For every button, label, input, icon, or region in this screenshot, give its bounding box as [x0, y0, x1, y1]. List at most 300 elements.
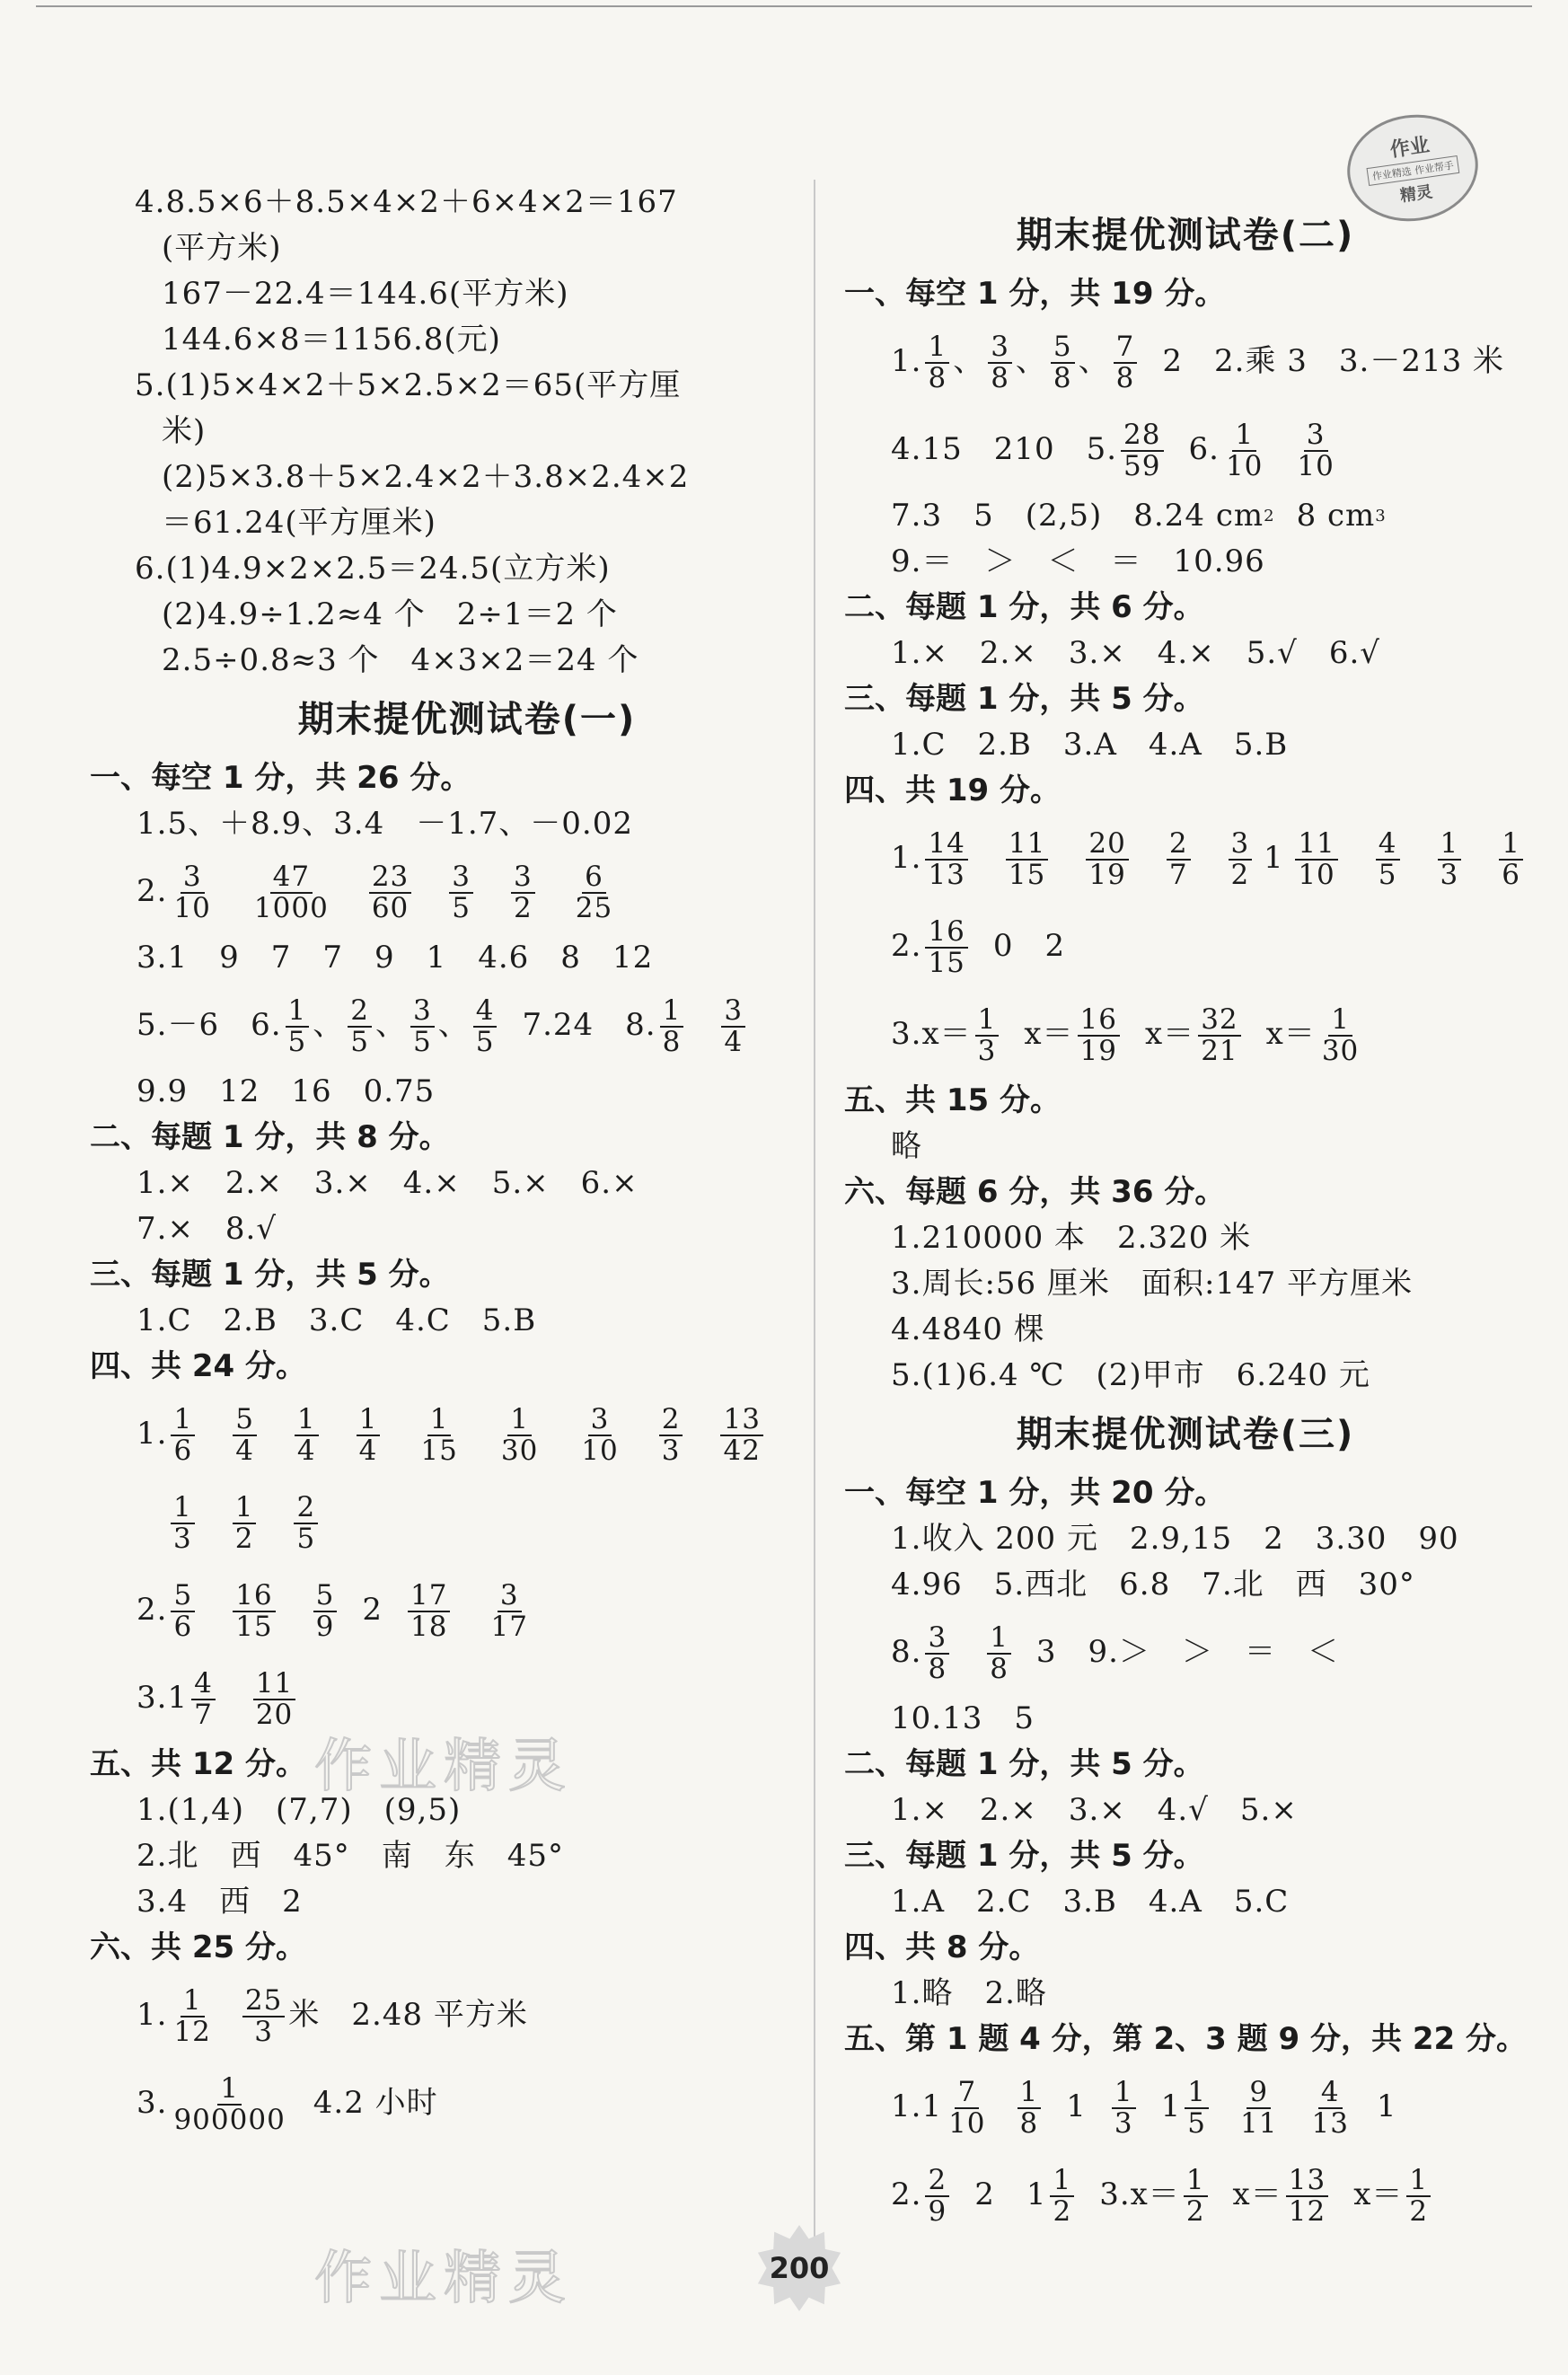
fraction — [1308, 2078, 1351, 2138]
numerator: 4 — [473, 996, 498, 1028]
fraction — [946, 2078, 988, 2138]
denominator: 3 — [254, 2016, 273, 2048]
numerator: 1 — [987, 1623, 1011, 1655]
answer-line: 7.3 5 (2,5) 8.24 cm 2 8 cm 3 — [844, 493, 1527, 539]
fraction — [1319, 1005, 1361, 1065]
numerator: 1 — [1499, 829, 1523, 861]
numerator: 1 — [1017, 2078, 1042, 2109]
denominator: 4 — [235, 1435, 254, 1467]
denominator: 8 — [928, 362, 947, 394]
fraction — [925, 829, 967, 889]
numerator: 13 — [720, 1405, 762, 1436]
denominator: 5 — [452, 892, 471, 924]
numerator: 2 — [659, 1405, 683, 1436]
answer-text: 2 2.乘 3 3.－213 米 — [1162, 343, 1505, 379]
fraction — [573, 862, 615, 923]
answer-line: 1.收入 200 元 2.9,15 2 3.30 90 — [891, 1521, 1459, 1557]
numerator: 11 — [1295, 829, 1337, 861]
numerator: 1 — [1438, 829, 1462, 861]
stamp-middle: 作业精选 作业帮手 — [1367, 155, 1459, 186]
fraction-line — [90, 1971, 799, 2059]
denominator: 5 — [1187, 2107, 1207, 2140]
numerator: 1 — [295, 1405, 319, 1436]
denominator: 10 — [581, 1435, 619, 1467]
denominator: 7 — [1168, 859, 1188, 891]
numerator: 3 — [498, 1581, 522, 1612]
denominator: 2 — [514, 892, 533, 924]
answer-line: (平方米) — [162, 230, 282, 266]
fraction-holder — [239, 1971, 288, 2059]
answer-line: 3.1 9 7 7 9 1 4.6 8 12 — [137, 940, 654, 976]
fraction — [295, 1405, 319, 1465]
denominator: 5 — [296, 1523, 316, 1555]
fraction-line — [844, 902, 1527, 990]
fraction-holder — [1220, 405, 1269, 493]
fraction — [1499, 829, 1523, 889]
right-column — [844, 199, 1527, 2238]
denominator: 3 — [661, 1435, 681, 1467]
numerator: 1 — [233, 1493, 257, 1524]
fraction — [233, 1493, 257, 1553]
numerator: 3 — [721, 996, 745, 1028]
answer-line: 1.A 2.C 3.B 4.A 5.C — [891, 1884, 1290, 1920]
denominator: 2 — [1409, 2195, 1429, 2228]
fraction — [488, 1581, 530, 1641]
item-number: 3.1 — [137, 1680, 189, 1716]
fraction — [357, 1405, 381, 1465]
fraction-line — [844, 405, 1527, 493]
section-heading: 一、每空 1 分，共 20 分。 — [844, 1475, 1226, 1511]
numerator: 1 — [171, 1493, 195, 1524]
fraction — [473, 996, 498, 1056]
denominator: 6 — [173, 1435, 193, 1467]
numerator: 20 — [1086, 829, 1128, 861]
numerator: 1 — [1406, 2166, 1431, 2197]
fraction — [369, 862, 411, 923]
numerator: 16 — [925, 917, 967, 949]
fraction-line — [90, 1654, 799, 1742]
denominator: 17 — [490, 1611, 528, 1643]
fraction — [511, 862, 535, 923]
fraction-group — [167, 1390, 766, 1478]
fraction-line — [844, 2150, 1527, 2238]
denominator: 60 — [371, 892, 410, 924]
item-number: 1. — [137, 1416, 168, 1452]
denominator: 3 — [1440, 859, 1459, 891]
numerator: 4 — [1376, 829, 1400, 861]
denominator: 13 — [928, 859, 965, 891]
numerator: 1 — [171, 1405, 195, 1436]
fraction — [721, 996, 745, 1056]
answer-line: 1.× 2.× 3.× 4.× 5.× 6.× — [137, 1165, 639, 1201]
numerator: 1 — [1185, 2078, 1209, 2109]
item-number: 2. — [891, 928, 922, 964]
numerator: 32 — [1198, 1005, 1240, 1037]
answer-text: 米 2.48 平方米 — [288, 1997, 528, 2033]
fraction-holder — [1181, 2062, 1212, 2150]
answer-text: 4.15 210 5. — [891, 431, 1118, 467]
fraction-holder — [921, 2150, 953, 2238]
answer-line: 1.(1,4) (7,7) (9,5) — [137, 1792, 462, 1828]
fraction — [1223, 420, 1265, 481]
numerator: 6 — [582, 862, 606, 894]
denominator: 11 — [1240, 2107, 1278, 2140]
section-heading: 四、共 19 分。 — [844, 773, 1061, 808]
denominator: 12 — [1288, 2195, 1326, 2228]
answer-line: ＝61.24(平方厘米) — [162, 505, 436, 541]
fraction-holder — [1282, 2150, 1332, 2238]
denominator: 3 — [977, 1035, 997, 1067]
fraction-line — [90, 981, 799, 1069]
page-number-badge — [750, 2219, 849, 2318]
fraction — [171, 862, 213, 923]
section-title: 期末提优测试卷(二) — [1016, 215, 1355, 256]
fraction — [1086, 829, 1128, 889]
fraction — [1406, 2166, 1431, 2226]
denominator: 10 — [1298, 859, 1335, 891]
denominator: 8 — [991, 362, 1009, 394]
fraction — [251, 862, 331, 923]
denominator: 2 — [1053, 2195, 1072, 2228]
denominator: 30 — [1321, 1035, 1360, 1067]
answer-line: (2)4.9÷1.2≈4 个 2÷1＝2 个 — [162, 596, 618, 632]
denominator: 6 — [173, 1611, 193, 1643]
numerator: 1 — [925, 332, 949, 364]
fraction — [171, 1986, 213, 2046]
denominator: 15 — [928, 947, 965, 979]
answer-text: 1 — [1263, 840, 1284, 876]
fraction-group — [404, 1566, 534, 1654]
denominator: 9 — [928, 2195, 947, 2228]
denominator: 19 — [1088, 859, 1126, 891]
fraction-holder — [1194, 990, 1244, 1078]
fraction-line — [90, 1390, 799, 1478]
section-heading: 一、每空 1 分，共 26 分。 — [90, 760, 471, 796]
fraction-holder — [1180, 2150, 1211, 2238]
fraction — [1295, 829, 1337, 889]
numerator: 16 — [1078, 1005, 1120, 1037]
fraction-holder — [167, 2059, 291, 2147]
fraction-line — [844, 2062, 1527, 2150]
denominator: 2 — [234, 1523, 254, 1555]
answer-text: 3.x＝ — [891, 1016, 972, 1052]
fraction — [498, 1405, 541, 1465]
fraction — [1078, 1005, 1120, 1065]
answer-line: 6.(1)4.9×2×2.5＝24.5(立方米) — [135, 551, 611, 587]
fraction — [1017, 2078, 1042, 2138]
denominator: 4 — [358, 1435, 378, 1467]
fraction — [242, 1986, 285, 2046]
fraction — [1438, 829, 1462, 889]
left-column — [90, 180, 799, 2147]
fraction-group — [921, 1608, 1014, 1696]
fraction — [1050, 2166, 1074, 2226]
fraction — [925, 1623, 949, 1683]
fraction-group — [1291, 814, 1527, 902]
watermark: 作业精灵 — [314, 2246, 573, 2312]
fraction-holder — [1291, 405, 1340, 493]
fraction — [191, 1669, 216, 1729]
answer-line: 167－22.4＝144.6(平方米) — [162, 276, 569, 312]
numerator: 1 — [1232, 420, 1256, 452]
fraction — [1121, 420, 1163, 481]
fraction-holder — [942, 2062, 991, 2150]
numerator: 4 — [191, 1669, 216, 1700]
answer-line: (2)5×3.8＋5×2.4×2＋3.8×2.4×2 — [162, 459, 690, 495]
answer-line: 1.210000 本 2.320 米 — [891, 1220, 1252, 1256]
numerator: 3 — [449, 862, 473, 894]
stamp-top: 作业 — [1388, 133, 1431, 162]
item-number: 1.1 — [891, 2088, 943, 2124]
denominator: 8 — [990, 1653, 1009, 1685]
answer-line: 4.4840 棵 — [891, 1311, 1045, 1347]
answer-text: 2 — [362, 1592, 383, 1628]
denominator: 4 — [296, 1435, 316, 1467]
fraction-line — [90, 2059, 799, 2147]
denominator: 59 — [1123, 450, 1161, 482]
item-number: 2. — [137, 1592, 168, 1628]
item-number: 2. — [891, 2176, 922, 2212]
numerator: 28 — [1121, 420, 1163, 452]
top-border-line — [36, 5, 1532, 7]
answer-text: 1 — [1160, 2088, 1182, 2124]
denominator: 12 — [173, 2016, 211, 2048]
fraction-line — [844, 317, 1527, 405]
section-title: 期末提优测试卷(三) — [1016, 1414, 1355, 1455]
denominator: 10 — [948, 2107, 986, 2140]
denominator: 30 — [500, 1435, 539, 1467]
fraction — [348, 996, 372, 1056]
numerator: 14 — [925, 829, 967, 861]
numerator: 1 — [1184, 2166, 1208, 2197]
fraction — [286, 996, 310, 1056]
answer-line: 3.4 西 2 — [137, 1884, 303, 1920]
denominator: 1000 — [253, 892, 329, 924]
answer-text: 2 1 — [974, 2176, 1047, 2212]
answer-line: 1.略 2.略 — [891, 1975, 1047, 2011]
section-heading: 四、共 24 分。 — [90, 1348, 306, 1384]
answer-line: 1.× 2.× 3.× 4.× 5.√ 6.√ — [891, 635, 1380, 671]
denominator: 8 — [928, 1653, 947, 1685]
fraction — [253, 1669, 295, 1729]
fraction-line — [844, 1608, 1527, 1696]
denominator: 2 — [1185, 2195, 1205, 2228]
numerator: 5 — [313, 1581, 338, 1612]
numerator: 7 — [1114, 332, 1138, 364]
fraction — [1167, 829, 1191, 889]
numerator: 5 — [1051, 332, 1075, 364]
fraction — [1376, 829, 1400, 889]
numerator: 11 — [253, 1669, 295, 1700]
denominator: 18 — [410, 1611, 448, 1643]
fraction-holder — [972, 990, 1003, 1078]
section-heading: 二、每题 1 分，共 5 分。 — [844, 1746, 1204, 1782]
fraction-line — [844, 990, 1527, 1078]
column-divider — [814, 180, 815, 2237]
page-number: 200 — [769, 2251, 830, 2285]
denominator: 10 — [1297, 450, 1335, 482]
denominator: 20 — [255, 1699, 294, 1731]
fraction — [313, 1581, 338, 1641]
fraction-group: $\frac{1}{5}$ 、 $\frac{2}{5}$ 、 $\frac{3}{5}$ 、 $\frac{4}{5}$ — [282, 981, 501, 1069]
numerator: 5 — [171, 1581, 195, 1612]
answer-line: 2.北 西 45° 南 东 45° — [137, 1838, 564, 1874]
numerator: 4 — [1318, 2078, 1343, 2109]
answer-text: 4.2 小时 — [313, 2085, 438, 2121]
denominator: 15 — [1008, 859, 1046, 891]
section-heading: 六、共 25 分。 — [90, 1929, 306, 1965]
numerator: 3 — [1229, 829, 1253, 861]
fraction — [925, 332, 949, 393]
answer-text: x＝ — [1353, 2176, 1404, 2212]
section-heading: 三、每题 1 分，共 5 分。 — [844, 681, 1204, 717]
numerator: 1 — [507, 1405, 532, 1436]
answer-text: 0 2 — [992, 928, 1066, 964]
denominator: 5 — [287, 1026, 307, 1058]
answer-text: x＝ — [1024, 1016, 1074, 1052]
fraction-group — [188, 1654, 299, 1742]
answer-text: 8 cm — [1296, 498, 1376, 534]
fraction — [171, 1405, 195, 1465]
fraction-holder — [167, 1971, 216, 2059]
answer-line: 4.96 5.西北 6.8 7.北 西 30° — [891, 1567, 1415, 1602]
fraction — [987, 1623, 1011, 1683]
answer-line: 4.8.5×6＋8.5×4×2＋6×4×2＝167 — [135, 184, 678, 220]
answer-line: 144.6×8＝1156.8(元) — [162, 322, 501, 358]
denominator: 25 — [575, 892, 613, 924]
answer-text: x＝ — [1145, 1016, 1195, 1052]
answer-text: 5.－6 6. — [137, 1007, 282, 1043]
fraction-group — [167, 1478, 322, 1566]
answer-text: x＝ — [1265, 1016, 1316, 1052]
fraction — [988, 332, 1012, 393]
fraction — [408, 1581, 450, 1641]
answer-line: 略 — [891, 1128, 922, 1164]
answer-line: 1.5、＋8.9、3.4 －1.7、－0.02 — [137, 806, 633, 842]
numerator: 16 — [233, 1581, 275, 1612]
denominator: 3 — [173, 1523, 192, 1555]
fraction — [1112, 2078, 1136, 2138]
section-heading: 三、每题 1 分，共 5 分。 — [844, 1838, 1204, 1874]
item-number: 1. — [137, 1997, 168, 2033]
fraction — [294, 1493, 318, 1553]
fraction — [925, 917, 967, 977]
denominator: 5 — [475, 1026, 495, 1058]
fraction-holder — [1403, 2150, 1434, 2238]
denominator: 900000 — [173, 2104, 286, 2136]
fraction — [660, 996, 684, 1056]
numerator: 23 — [369, 862, 411, 894]
denominator: 8 — [1019, 2107, 1039, 2140]
fraction — [233, 1405, 257, 1465]
answer-text: 7.3 5 (2,5) 8.24 cm — [891, 498, 1264, 534]
fraction — [659, 1405, 683, 1465]
section-heading: 五、共 15 分。 — [844, 1082, 1061, 1118]
fraction — [171, 1581, 195, 1641]
numerator: 1 — [660, 996, 684, 1028]
answer-line: 3.周长:56 厘米 面积:147 平方厘米 — [891, 1266, 1414, 1302]
fraction — [418, 1405, 460, 1465]
item-number: 1. — [891, 840, 922, 876]
denominator: 4 — [724, 1026, 744, 1058]
fraction — [975, 1005, 1000, 1065]
fraction-line — [90, 847, 799, 935]
section-heading: 一、每空 1 分，共 19 分。 — [844, 276, 1226, 312]
numerator: 2 — [348, 996, 372, 1028]
section-heading: 五、第 1 题 4 分，第 2、3 题 9 分，共 22 分。 — [844, 2021, 1527, 2057]
item-number: 3. — [137, 2085, 168, 2121]
numerator: 1 — [181, 1986, 205, 2017]
numerator: 3 — [988, 332, 1012, 364]
item-number: 1. — [891, 343, 922, 379]
numerator: 1 — [217, 2074, 242, 2106]
denominator: 13 — [1311, 2107, 1349, 2140]
answer-line: 7.× 8.√ — [137, 1211, 277, 1247]
numerator: 13 — [1286, 2166, 1328, 2197]
fraction-line — [844, 814, 1527, 902]
denominator: 2 — [1230, 859, 1250, 891]
denominator: 8 — [1115, 362, 1135, 394]
stamp-bottom: 精灵 — [1398, 181, 1434, 206]
numerator: 9 — [1246, 2078, 1271, 2109]
section-heading: 三、每题 1 分，共 5 分。 — [90, 1257, 450, 1293]
numerator: 17 — [408, 1581, 450, 1612]
answer-line: 米) — [162, 413, 207, 449]
section-heading: 六、每题 6 分，共 36 分。 — [844, 1174, 1226, 1210]
fraction-holder — [1316, 990, 1365, 1078]
numerator: 5 — [233, 1405, 257, 1436]
watermark: 作业精灵 — [314, 1734, 573, 1800]
fraction-group — [656, 981, 749, 1069]
answer-text: 3 9.＞ ＞ ＝ ＜ — [1035, 1634, 1339, 1670]
numerator: 3 — [410, 996, 435, 1028]
answer-line: 10.13 5 — [891, 1700, 1035, 1736]
answer-text: 6. — [1188, 431, 1220, 467]
numerator: 1 — [1050, 2166, 1074, 2197]
numerator: 2 — [1167, 829, 1191, 861]
answer-text: 7.24 8. — [522, 1007, 656, 1043]
denominator: 5 — [412, 1026, 432, 1058]
numerator: 1 — [1328, 1005, 1352, 1037]
answer-text: 1 — [1376, 2088, 1397, 2124]
section-title: 期末提优测试卷(一) — [297, 699, 637, 740]
denominator: 10 — [1225, 450, 1264, 482]
section-heading: 四、共 8 分。 — [844, 1929, 1040, 1965]
fraction — [171, 1493, 195, 1553]
numerator: 1 — [357, 1405, 381, 1436]
fraction-holder — [1014, 2062, 1045, 2150]
answer-text: 3.x＝ — [1099, 2176, 1180, 2212]
denominator: 21 — [1201, 1035, 1238, 1067]
fraction — [1294, 420, 1336, 481]
section-heading: 二、每题 1 分，共 8 分。 — [90, 1119, 450, 1155]
fraction-holder — [1046, 2150, 1078, 2238]
numerator: 47 — [270, 862, 313, 894]
denominator: 19 — [1079, 1035, 1117, 1067]
denominator: 10 — [173, 892, 211, 924]
fraction-group — [921, 814, 1255, 902]
answer-text: x＝ — [1232, 2176, 1282, 2212]
fraction — [720, 1405, 762, 1465]
denominator: 8 — [1053, 362, 1072, 394]
numerator: 3 — [1304, 420, 1328, 452]
section-heading: 五、共 12 分。 — [90, 1746, 306, 1782]
denominator: 42 — [723, 1435, 761, 1467]
fraction — [1229, 829, 1253, 889]
denominator: 3 — [1114, 2107, 1133, 2140]
answer-line: 2.5÷0.8≈3 个 4×3×2＝24 个 — [162, 642, 639, 678]
fraction-holder — [1305, 2062, 1354, 2150]
